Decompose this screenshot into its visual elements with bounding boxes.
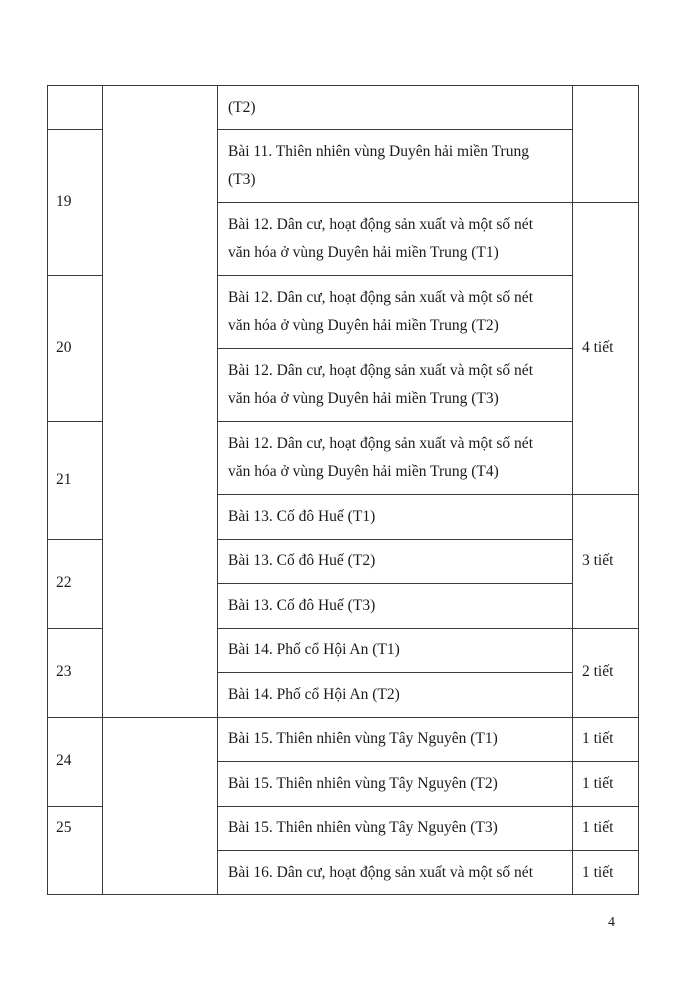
week-number: 20 (56, 339, 72, 356)
lesson-line: văn hóa ở vùng Duyên hải miền Trung (T3) (228, 390, 499, 407)
lesson-cell (228, 547, 375, 575)
duration-cell: 1 tiết (582, 775, 614, 792)
table-border (217, 85, 218, 895)
lesson-cell (228, 211, 533, 267)
table-border (102, 85, 103, 895)
lesson-cell (228, 138, 529, 194)
lesson-line: Bài 15. Thiên nhiên vùng Tây Nguyên (T3) (228, 819, 498, 836)
lesson-cell (228, 357, 533, 413)
duration-cell: 1 tiết (582, 730, 614, 747)
lesson-line: Bài 15. Thiên nhiên vùng Tây Nguyên (T1) (228, 730, 498, 747)
page-number: 4 (608, 915, 615, 930)
row-divider (217, 275, 573, 276)
week-number: 25 (56, 819, 72, 836)
row-divider (217, 628, 573, 629)
lesson-cell (228, 681, 400, 709)
duration-cell: 3 tiết (582, 552, 614, 569)
lesson-line: văn hóa ở vùng Duyên hải miền Trung (T1) (228, 244, 499, 261)
row-divider (47, 275, 103, 276)
duration-cell: 4 tiết (582, 339, 614, 356)
lesson-line: Bài 14. Phố cổ Hội An (T2) (228, 686, 400, 703)
lesson-line: Bài 13. Cố đô Huế (T3) (228, 597, 376, 614)
lesson-cell (228, 503, 375, 531)
lesson-cell (228, 725, 498, 753)
row-divider (217, 129, 573, 130)
lesson-line: Bài 15. Thiên nhiên vùng Tây Nguyên (T2) (228, 775, 498, 792)
row-divider (217, 850, 573, 851)
row-divider (217, 761, 573, 762)
row-divider (572, 628, 639, 629)
lesson-cell (228, 592, 375, 620)
week-number: 19 (56, 193, 72, 210)
row-divider (572, 761, 639, 762)
lesson-cell (228, 770, 498, 798)
table-border (47, 85, 639, 86)
row-divider (102, 717, 218, 718)
row-divider (47, 421, 103, 422)
lesson-line: (T2) (228, 99, 256, 116)
table-border (638, 85, 639, 895)
table-border (47, 894, 639, 895)
lesson-cell (228, 94, 256, 122)
row-divider (217, 717, 573, 718)
row-divider (47, 806, 103, 807)
row-divider (572, 806, 639, 807)
week-number: 22 (56, 574, 72, 591)
row-divider (217, 421, 573, 422)
row-divider (47, 129, 103, 130)
lesson-line: Bài 16. Dân cư, hoạt động sản xuất và một số nét (228, 864, 533, 881)
lesson-line: Bài 11. Thiên nhiên vùng Duyên hải miền Trung (228, 143, 529, 160)
row-divider (572, 202, 639, 203)
row-divider (572, 850, 639, 851)
row-divider (47, 717, 103, 718)
row-divider (217, 539, 573, 540)
lesson-line: Bài 13. Cố đô Huế (T1) (228, 508, 376, 525)
table-border (47, 85, 48, 895)
lesson-line: văn hóa ở vùng Duyên hải miền Trung (T2) (228, 317, 499, 334)
lesson-cell (228, 859, 533, 887)
week-number: 24 (56, 752, 72, 769)
lesson-line: Bài 13. Cố đô Huế (T2) (228, 552, 376, 569)
lesson-line: Bài 12. Dân cư, hoạt động sản xuất và một số nét (228, 289, 533, 306)
row-divider (217, 348, 573, 349)
lesson-cell (228, 814, 498, 842)
lesson-line: Bài 14. Phố cổ Hội An (T1) (228, 641, 400, 658)
lesson-line: Bài 12. Dân cư, hoạt động sản xuất và một số nét (228, 362, 533, 379)
row-divider (47, 628, 103, 629)
lesson-cell (228, 636, 400, 664)
lesson-line: Bài 12. Dân cư, hoạt động sản xuất và một số nét (228, 216, 533, 233)
row-divider (217, 202, 573, 203)
lesson-line: Bài 12. Dân cư, hoạt động sản xuất và một số nét (228, 435, 533, 452)
row-divider (572, 494, 639, 495)
row-divider (217, 494, 573, 495)
week-number: 23 (56, 663, 72, 680)
week-number: 21 (56, 471, 72, 488)
row-divider (217, 672, 573, 673)
lesson-cell (228, 284, 533, 340)
row-divider (572, 717, 639, 718)
duration-cell: 1 tiết (582, 864, 614, 881)
row-divider (217, 583, 573, 584)
lesson-cell (228, 430, 533, 486)
lesson-line: văn hóa ở vùng Duyên hải miền Trung (T4) (228, 463, 499, 480)
duration-cell: 1 tiết (582, 819, 614, 836)
row-divider (47, 539, 103, 540)
table-border (572, 85, 573, 895)
duration-cell: 2 tiết (582, 663, 614, 680)
lesson-line: (T3) (228, 171, 256, 188)
row-divider (217, 806, 573, 807)
